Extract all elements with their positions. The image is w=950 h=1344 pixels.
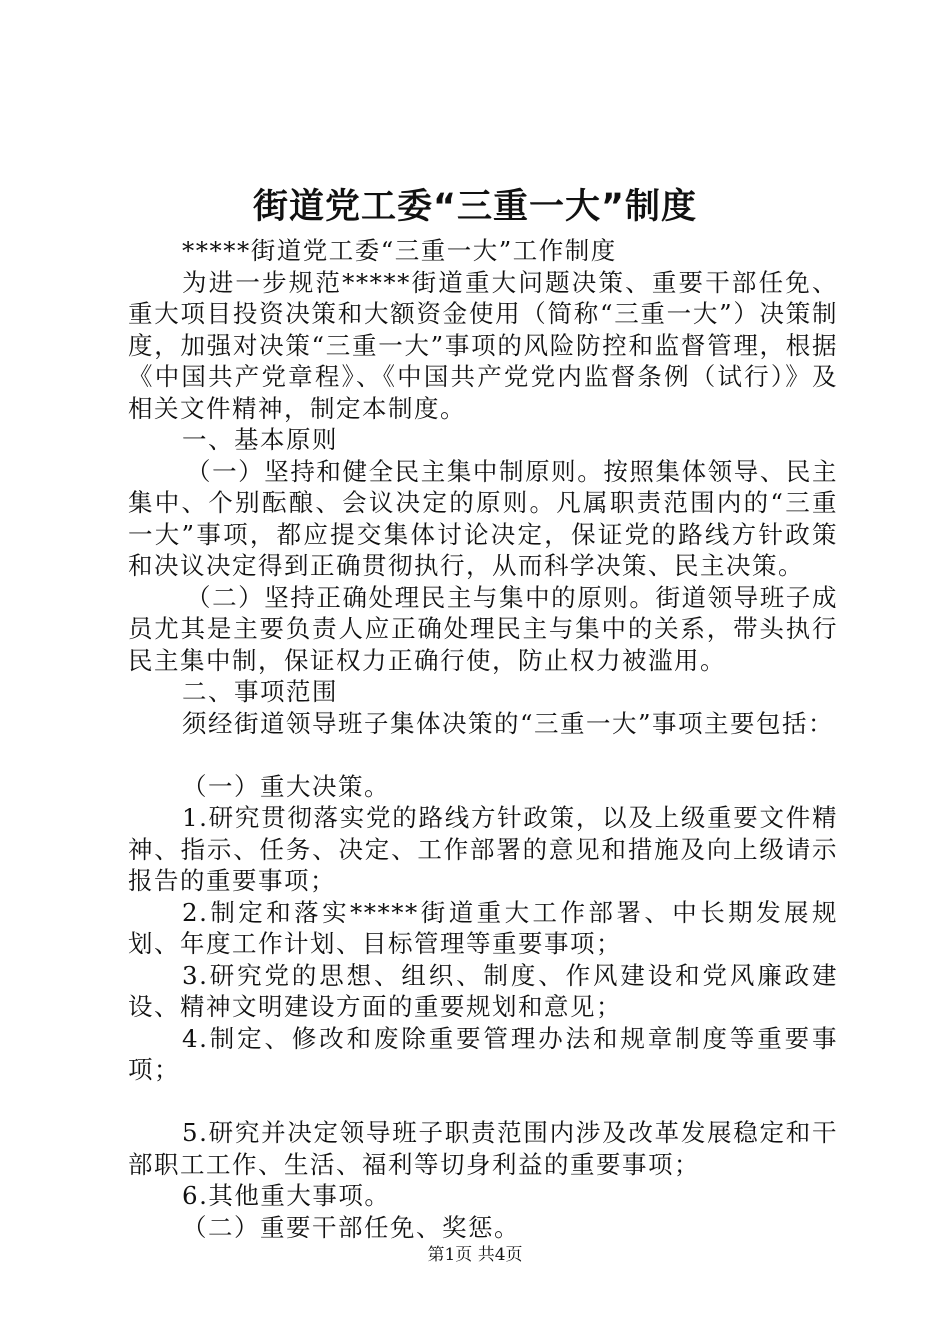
list-item: 2.制定和落实*****街道重大工作部署、中长期发展规划、年度工作计划、目标管理等重要事项； bbox=[128, 897, 838, 958]
paragraph: （一）坚持和健全民主集中制原则。按照集体领导、民主集中、个别酝酿、会议决定的原则。凡属职责范围内的“三重一大”事项，都应提交集体讨论决定，保证党的路线方针政策和决议决定得到正确贯彻执行，从而科学决策、民主决策。 bbox=[128, 456, 838, 580]
paragraph: 为进一步规范*****街道重大问题决策、重要干部任免、重大项目投资决策和大额资金使用（简称“三重一大”）决策制度，加强对决策“三重一大”事项的风险防控和监督管理，根据《中国共产党章程》、《中国共产党党内监督条例（试行）》及相关文件精神，制定本制度。 bbox=[128, 267, 838, 423]
document-title: 街道党工委“三重一大”制度 bbox=[252, 187, 697, 227]
list-item: 4.制定、修改和废除重要管理办法和规章制度等重要事项； bbox=[128, 1023, 838, 1084]
paragraph: 须经街道领导班子集体决策的“三重一大”事项主要包括： bbox=[182, 708, 835, 738]
section-heading: 一、基本原则 bbox=[182, 425, 338, 454]
page-footer: 第1页 共4页 bbox=[427, 1245, 523, 1265]
spacer bbox=[128, 739, 838, 771]
spacer bbox=[128, 1086, 838, 1118]
list-item: 3.研究党的思想、组织、制度、作风建设和党风廉政建设、精神文明建设方面的重要规划和意见； bbox=[128, 960, 838, 1021]
document-body bbox=[128, 235, 838, 1243]
list-item: 1.研究贯彻落实党的路线方针政策，以及上级重要文件精神、指示、任务、决定、工作部署的意见和措施及向上级请示报告的重要事项； bbox=[128, 803, 838, 895]
paragraph: （二）坚持正确处理民主与集中的原则。街道领导班子成员尤其是主要负责人应正确处理民主与集中的关系，带头执行民主集中制，保证权力正确行使，防止权力被滥用。 bbox=[128, 582, 838, 675]
list-item: 5.研究并决定领导班子职责范围内涉及改革发展稳定和干部职工工作、生活、福利等切身利益的重要事项； bbox=[128, 1118, 838, 1179]
subsection-heading: （二）重要干部任免、奖惩。 bbox=[182, 1212, 520, 1242]
list-item: 6.其他重大事项。 bbox=[182, 1181, 391, 1210]
document-subtitle: *****街道党工委“三重一大”工作制度 bbox=[182, 236, 617, 265]
section-heading: 二、事项范围 bbox=[182, 677, 338, 706]
subsection-heading: （一）重大决策。 bbox=[182, 771, 390, 801]
